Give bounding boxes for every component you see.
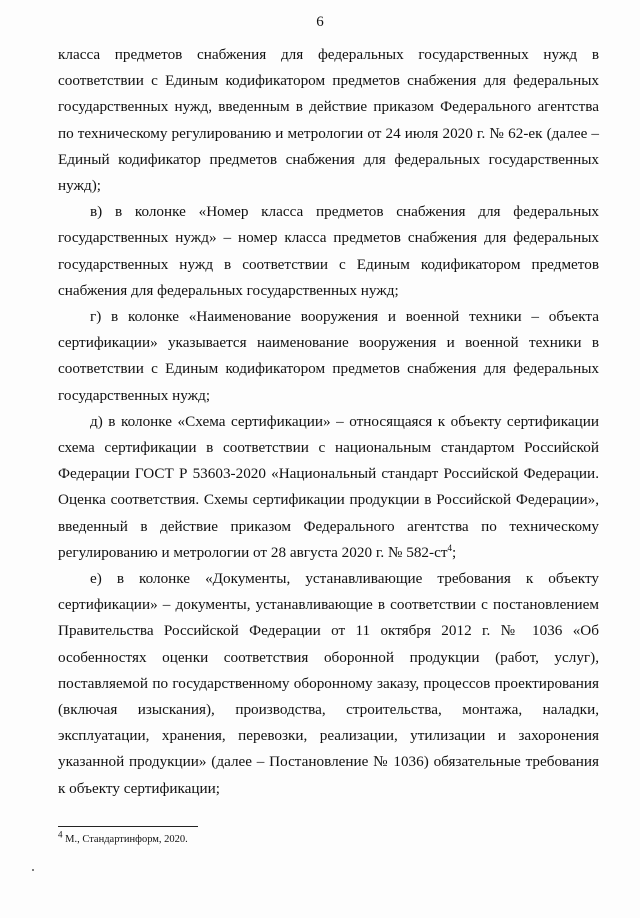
page-number: 6 xyxy=(316,14,324,30)
paragraph-item-d-tail: ; xyxy=(451,543,457,561)
paragraph-item-d xyxy=(58,409,599,566)
footnote xyxy=(58,829,598,847)
footnote-mark: 4 xyxy=(58,829,63,840)
paragraph-item-e: е) в колонке «Документы, устанавливающие требования к объекту сертификации» – документы, устанавливающие в соответствии с постановлением Правительства Российской Федерации от 11 октября 2012 г. № 1036 «Об особенностях оценки соответствия оборонной продукции (работ, услуг), поставляемой по государственному оборонному заказу, процессов проектирования (включая изыскания), производства, строительства, монтажа, наладки, эксплуатации, хранения, перевозки, реализации, утилизации и захоронения указанной продукции» (далее – Постановление № 1036) обязательные требования к объекту сертификации; xyxy=(58,570,599,797)
document-body xyxy=(58,42,599,802)
footnote-reference[interactable]: 4 xyxy=(447,542,452,553)
scan-speck xyxy=(32,869,34,871)
paragraph-item-d-text: д) в колонке «Схема сертификации» – относящаяся к объекту сертификации схема сертификации в соответствии с национальным стандартом Российской Федерации ГОСТ Р 53603-2020 «Национальный стандарт Российской Федерации. Оценка соответствия. Схемы сертификации продукции в Российской Федерации», введенный в действие приказом Федерального агентства по техническому регулированию и метрологии от 28 августа 2020 г. № 582-ст xyxy=(58,412,599,561)
paragraph-item-g: г) в колонке «Наименование вооружения и военной техники – объекта сертификации» указывается наименование вооружения и военной техники в соответствии с Единым кодификатором предметов снабжения для федеральных государственных нужд; xyxy=(58,308,599,404)
footnote-text: М., Стандартинформ, 2020. xyxy=(62,834,188,845)
paragraph-item-v: в) в колонке «Номер класса предметов снабжения для федеральных государственных нужд» – номер класса предметов снабжения для федеральных государственных нужд в соответствии с Единым кодификатором предметов снабжения для федеральных государственных нужд; xyxy=(58,203,599,299)
footnote-divider xyxy=(58,826,198,827)
paragraph-continuation: класса предметов снабжения для федеральных государственных нужд в соответствии с Единым кодификатором предметов снабжения для федеральных государственных нужд, введенным в действие приказом Федерального агентства по техническому регулированию и метрологии от 24 июля 2020 г. № 62-ек (далее – Единый кодификатор предметов снабжения для федеральных государственных нужд); xyxy=(58,46,599,195)
